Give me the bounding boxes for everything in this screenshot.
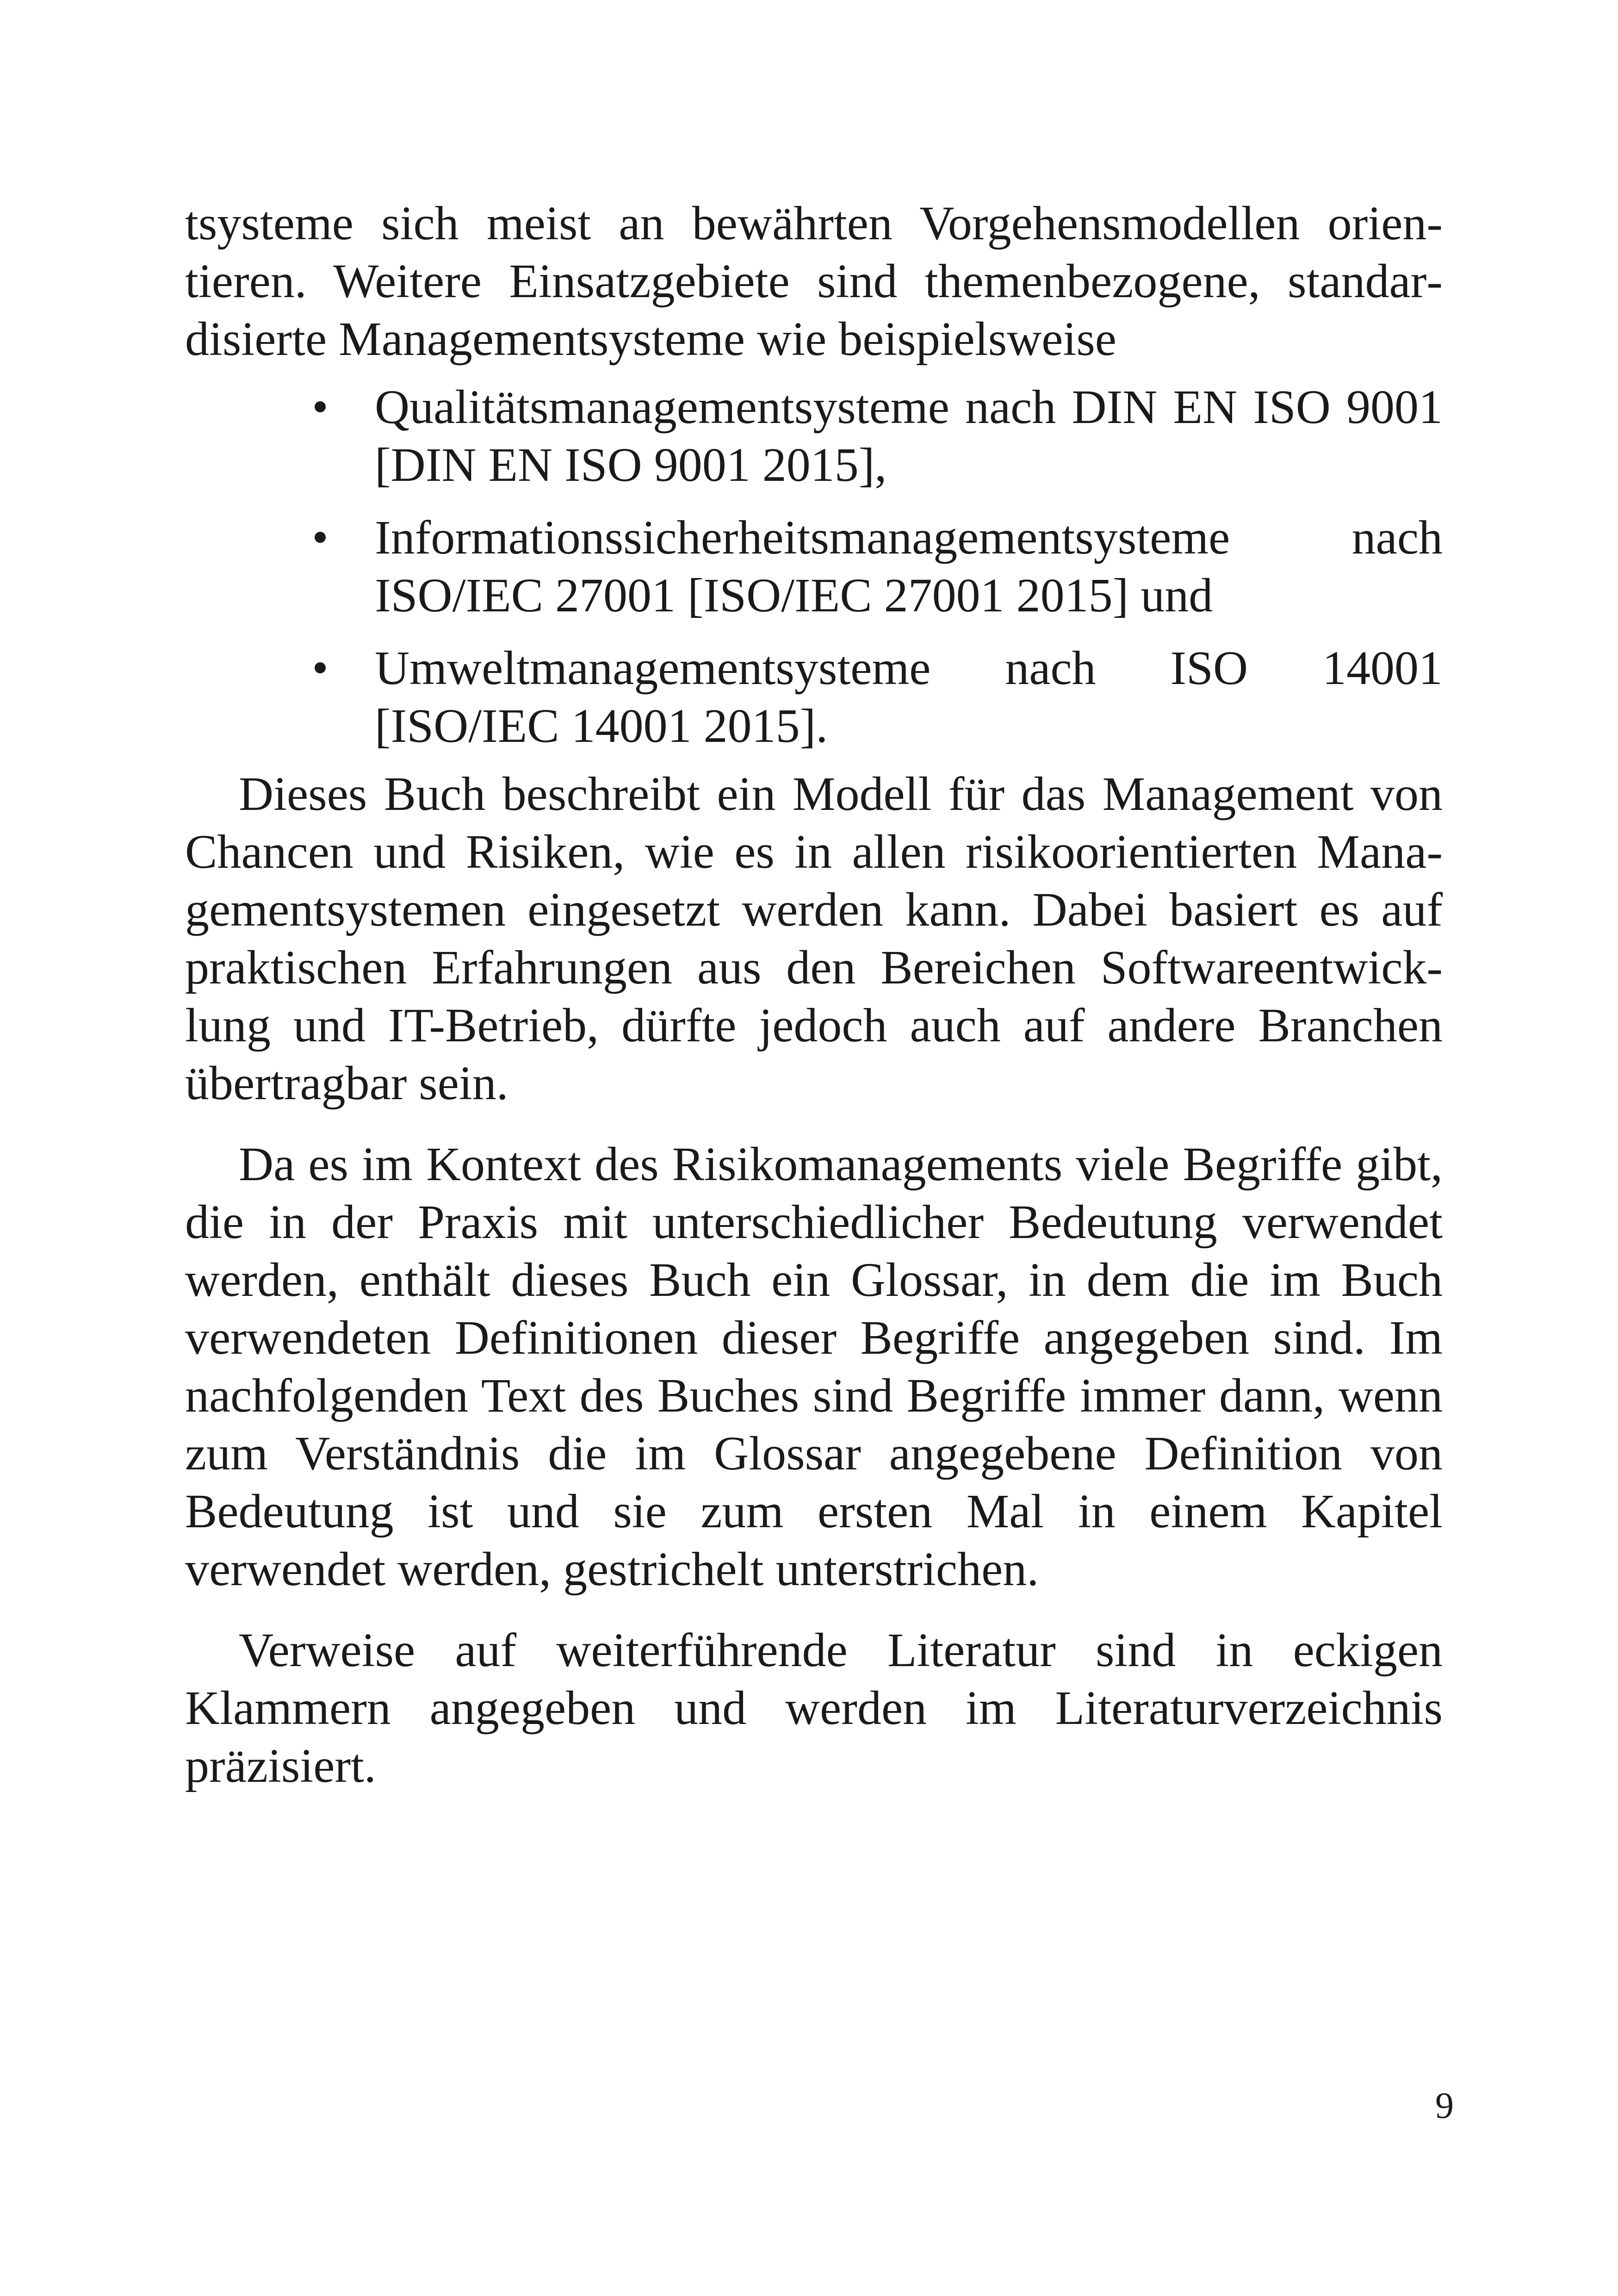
- page-body: [185, 194, 1443, 1795]
- bullet-icon: [315, 532, 326, 543]
- page-number: 9: [1435, 2085, 1454, 2126]
- list-item: [185, 639, 1443, 755]
- intro-paragraph: tsysteme sich meist an bewährten Vorgehensmodellen orientieren. Weitere Einsatzgebiete sind themenbezogene, standardisierte Managementsysteme wie beispielsweise: [185, 197, 1443, 366]
- list-item: [185, 378, 1443, 494]
- paragraph-glossary: Da es im Kontext des Risikomanagements viele Begriffe gibt, die in der Praxis mit unterschiedlicher Bedeutung verwendet werden, enthält dieses Buch ein Glossar, in dem die im Buch verwendeten Definitionen dieser Begriffe angegeben sind. Im nachfolgenden Text des Buches sind Begriffe immer dann, wenn zum Verständnis die im Glossar angegebene Definition von Bedeutung ist und sie zum ersten Mal in einem Kapitel verwendet werden, gestrichelt unterstrichen.: [185, 1138, 1443, 1596]
- list-item: [185, 509, 1443, 624]
- bullet-icon: [315, 401, 326, 412]
- paragraph-references: Verweise auf weiterführende Literatur sind in eckigen Klammern angegeben und werden im Literaturverzeichnis präzisiert.: [185, 1624, 1443, 1792]
- management-systems-list: [185, 378, 1443, 755]
- list-item-text: Umweltmanagementsysteme nach ISO 14001 [ISO/IEC 14001 2015].: [375, 641, 1443, 753]
- bullet-icon: [315, 662, 326, 673]
- list-item-text: Informationssicherheitsmanagementsysteme nach ISO/IEC 27001 [ISO/IEC 27001 2015] und: [375, 511, 1443, 622]
- list-item-text: Qualitätsmanagementsysteme nach DIN EN ISO 9001 [DIN EN ISO 9001 2015],: [375, 380, 1443, 492]
- paragraph-model: Dieses Buch beschreibt ein Modell für das Management von Chancen und Risiken, wie es in allen risikoorientierten Managementsystemen eingesetzt werden kann. Dabei basiert es auf praktischen Erfahrungen aus den Bereichen Softwareentwicklung und IT-Betrieb, dürfte jedoch auch auf andere Branchen übertragbar sein.: [185, 767, 1443, 1110]
